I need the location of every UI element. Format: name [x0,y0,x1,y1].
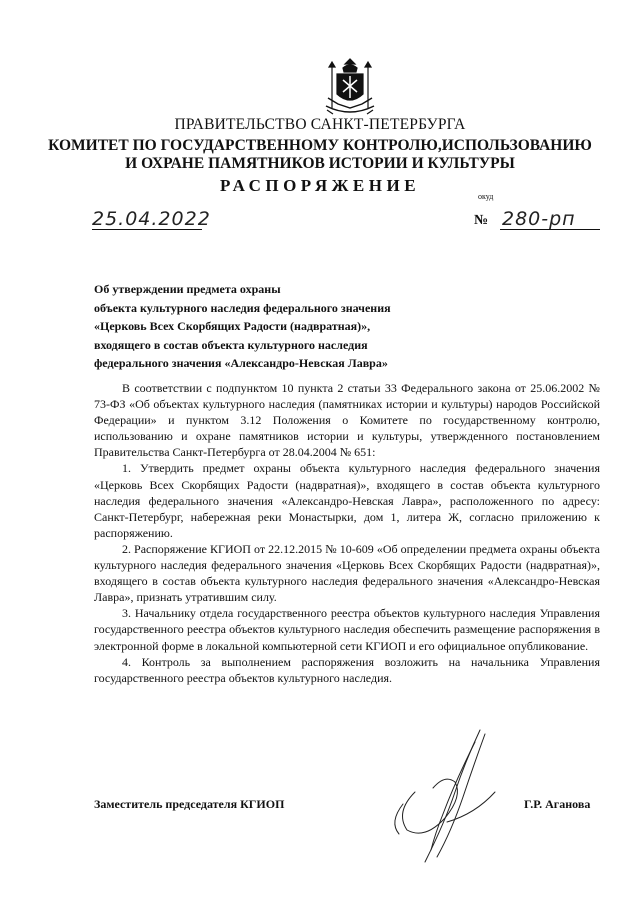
subject-line: Об утверждении предмета охраны [94,282,281,296]
body-paragraph-preamble: В соответствии с подпунктом 10 пункта 2 статьи 33 Федерального закона от 25.06.2002 № 73-ФЗ «Об объектах культурного наследия (памятниках истории и культуры) народов Российской Федерации» и пунктом 3.12 Положения о Комитете по государственному контролю, использованию и охране памятников истории и культуры, утвержденного постановлением Правительства Санкт-Петербурга от 28.04.2004 № 651: [94,381,600,460]
government-title: ПРАВИТЕЛЬСТВО САНКТ-ПЕТЕРБУРГА [174,116,466,133]
date-underline [92,229,202,230]
body-paragraph-4: 4. Контроль за выполнением распоряжения возложить на начальника Управления государственного реестра объектов культурного наследия. [94,654,600,685]
document-number: 280-рп [502,208,576,230]
subject-line: входящего в состав объекта культурного наследия [94,337,368,352]
okud-label: окуд [478,192,494,201]
coat-of-arms-icon [323,58,377,116]
subject-line: федерального значения «Александро-Невская Лавра» [94,356,388,370]
committee-title-line-2: И ОХРАНЕ ПАМЯТНИКОВ ИСТОРИИ И КУЛЬТУРЫ [125,155,515,172]
subject-line: объекта культурного наследия федерального значения [94,300,391,315]
number-sign: № [474,213,489,228]
committee-title-line-1: КОМИТЕТ ПО ГОСУДАРСТВЕННОМУ КОНТРОЛЮ,ИСПОЛЬЗОВАНИЮ [48,137,592,154]
body-paragraph-1: 1. Утвердить предмет охраны объекта культурного наследия федерального значения «Церковь Всех Скорбящих Радости (надвратная)», входящего в состав объекта культурного наследия федерального значения «Александро-Невская Лавра», расположенного по адресу: Санкт-Петербург, набережная реки Монастырки, дом 1, литера Ж, согласно приложению к распоряжению. [94,461,600,540]
handwritten-signature [385,722,505,872]
signatory-position: Заместитель председателя КГИОП [94,797,285,811]
committee-title [0,137,640,173]
document-type: РАСПОРЯЖЕНИЕ [219,176,421,195]
number-underline [500,229,600,230]
body-paragraph-2: 2. Распоряжение КГИОП от 22.12.2015 № 10-609 «Об определении предмета охраны объекта культурного наследия федерального значения «Церковь Всех Скорбящих Радости (надвратная)», входящего в состав объекта культурного наследия федерального значения «Александро-Невская Лавра», признать утратившим силу. [94,541,600,605]
subject-line: «Церковь Всех Скорбящих Радости (надвратная)», [94,319,371,333]
document-date: 25.04.2022 [92,208,211,230]
document-body [94,380,600,686]
document-subject [94,280,434,373]
signatory-name: Г.Р. Аганова [524,797,591,811]
body-paragraph-3: 3. Начальнику отдела государственного реестра объектов культурного наследия Управления государственного реестра объектов культурного наследия обеспечить размещение распоряжения в электронной форме в локальной компьютерной сети КГИОП и его официальное опубликование. [94,606,600,653]
